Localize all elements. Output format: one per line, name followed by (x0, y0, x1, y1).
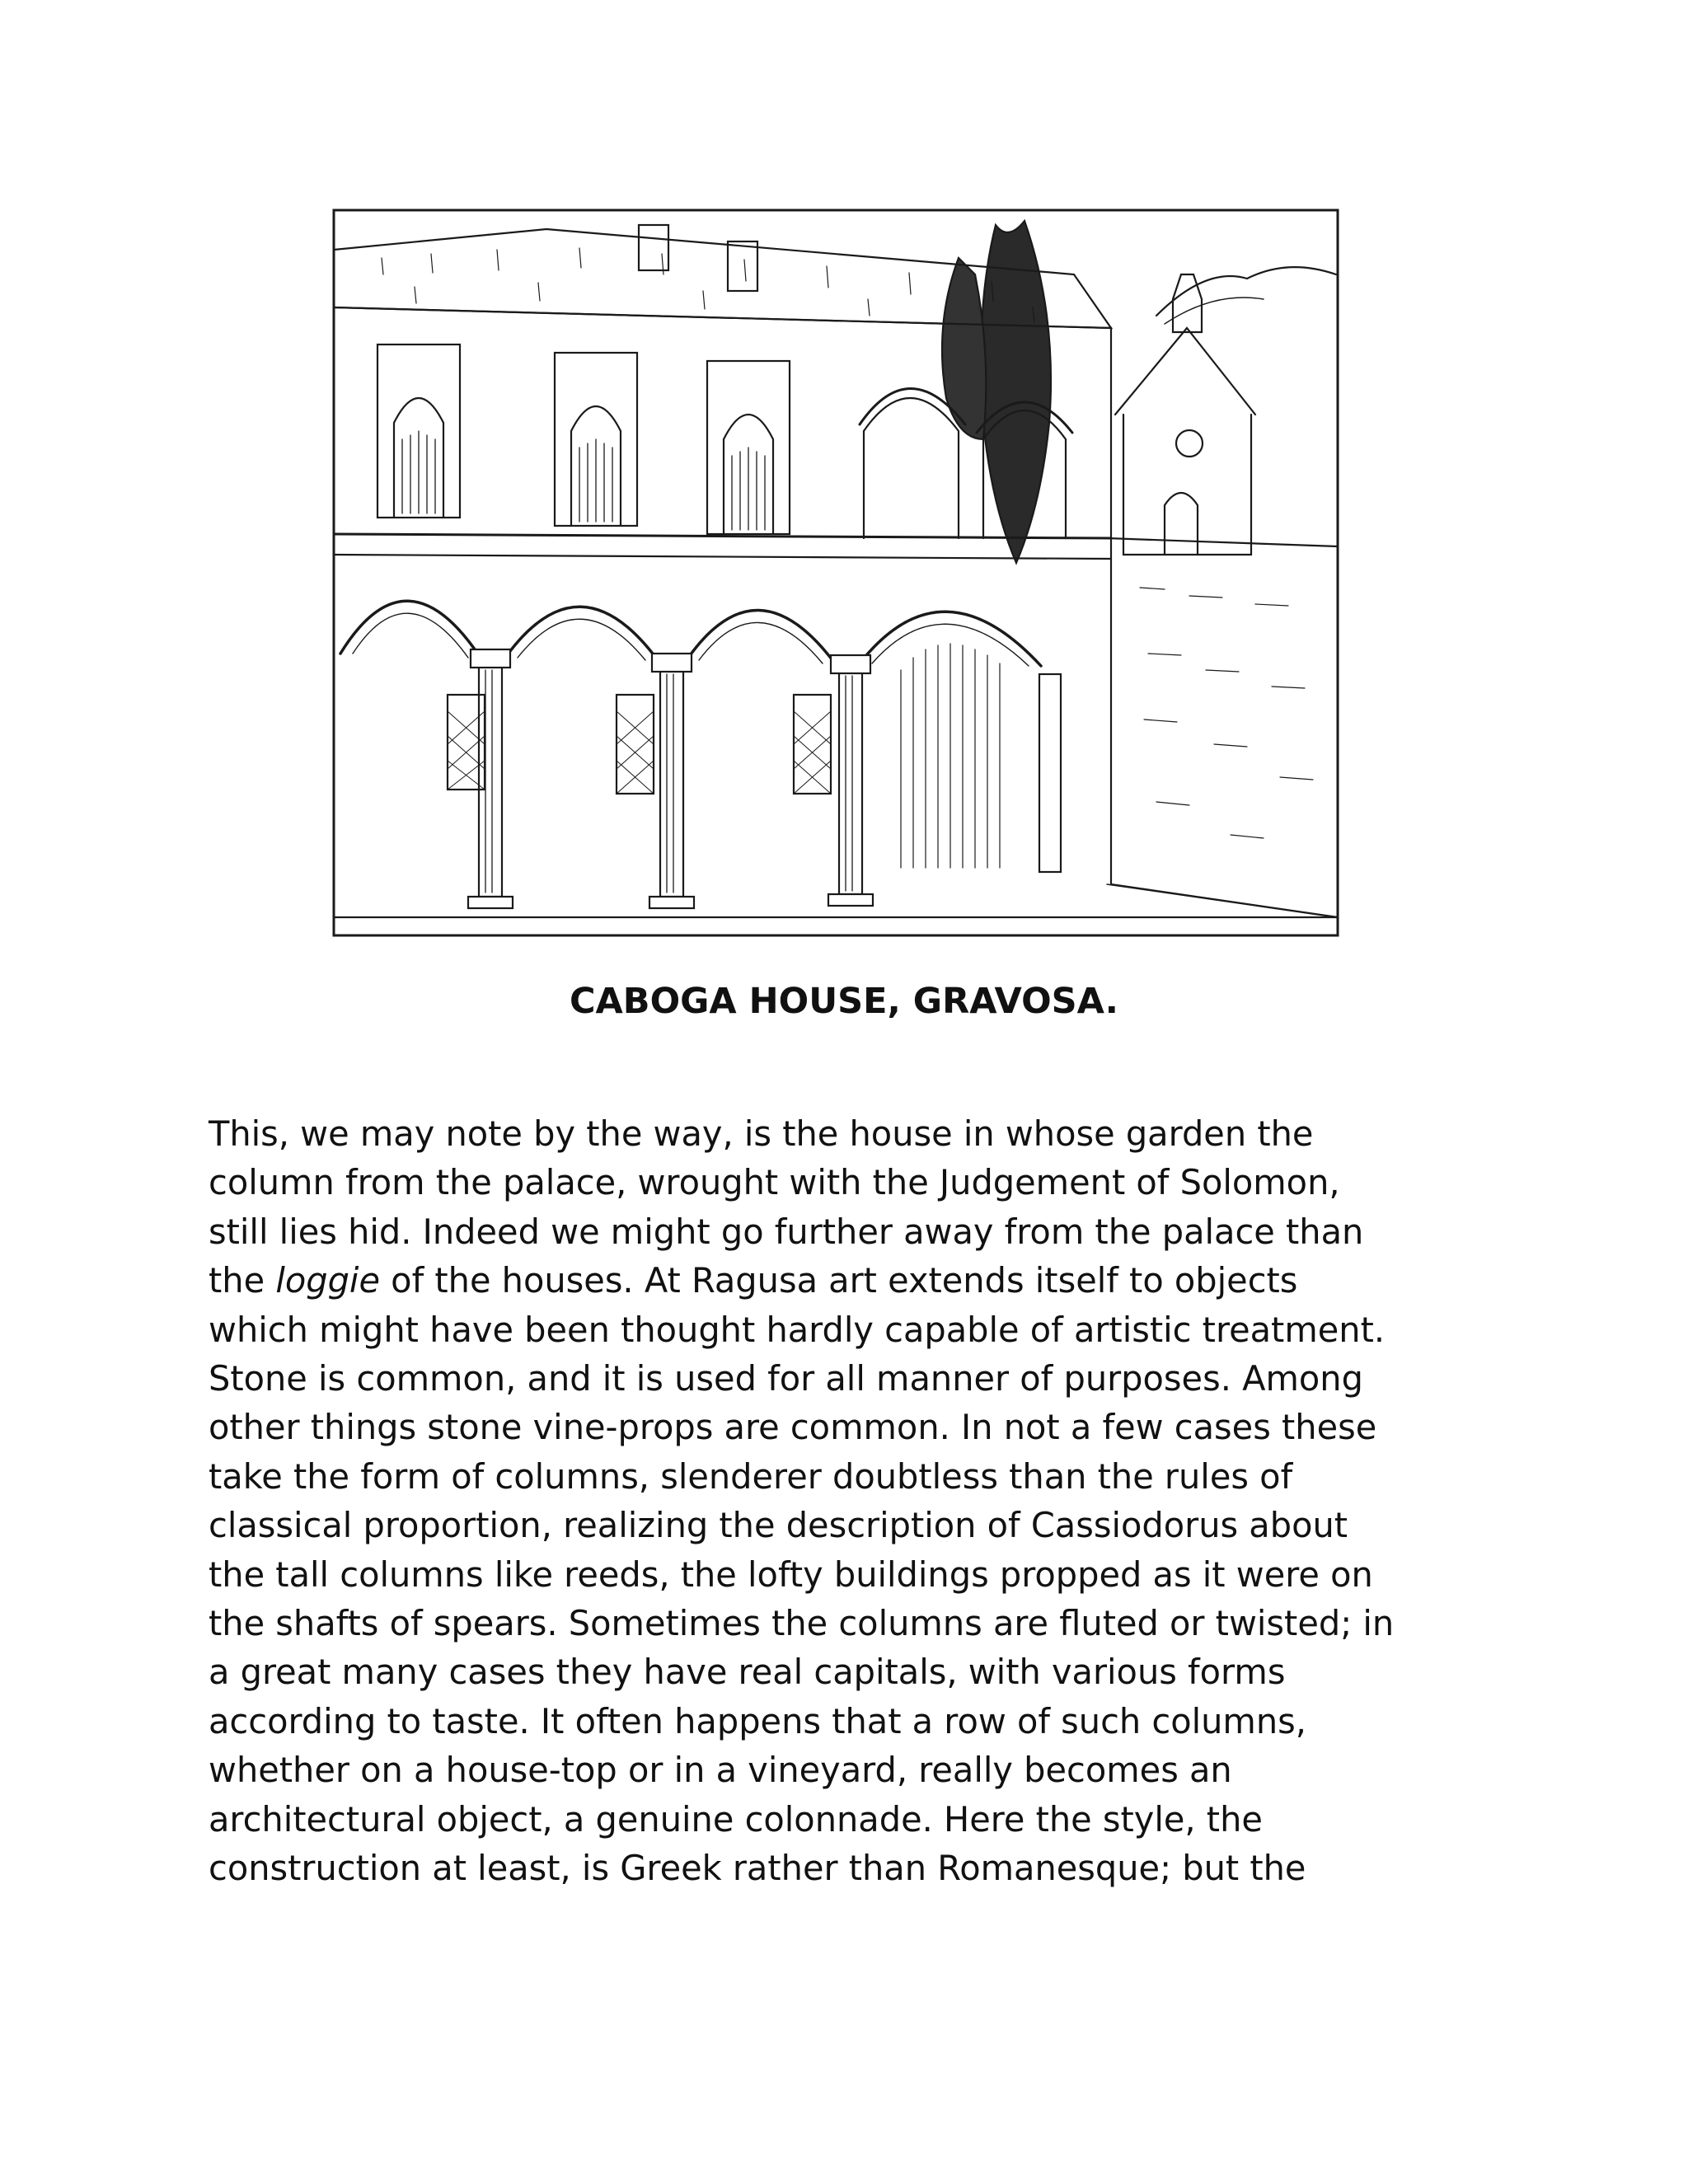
text-line: which might have been thought hardly capable of artistic treatment. (209, 1309, 1386, 1350)
text-line: construction at least, is Greek rather than Romanesque; but the (209, 1848, 1306, 1889)
caboga-house-illustration (332, 209, 1339, 937)
text-line (209, 1256, 1478, 1305)
text-line: the shafts of spears. Sometimes the columns are fluted or twisted; in (209, 1603, 1395, 1644)
text-line: architectural object, a genuine colonnade. Here the style, the (209, 1798, 1263, 1840)
text-segment: of the houses. At Ragusa art extends itself to objects (379, 1260, 1298, 1301)
text-line: still lies hid. Indeed we might go further away from the palace than (209, 1211, 1364, 1252)
italic-term-loggie: loggie (275, 1260, 380, 1301)
text-line: Stone is common, and it is used for all manner of purposes. Among (209, 1358, 1363, 1399)
text-line: whether on a house-top or in a vineyard, really becomes an (209, 1750, 1232, 1791)
text-line: take the form of columns, slenderer doubtless than the rules of (209, 1455, 1293, 1497)
text-line: a great many cases they have real capitals, with various forms (209, 1652, 1286, 1693)
text-line: This, we may note by the way, is the house in whose garden the (209, 1113, 1314, 1154)
text-segment: the (209, 1260, 276, 1301)
body-paragraph (209, 1109, 1478, 1893)
text-line: other things stone vine-props are common. In not a few cases these (209, 1407, 1377, 1448)
figure-caption: CABOGA HOUSE, GRAVOSA. (569, 981, 1119, 1022)
text-line: the tall columns like reeds, the lofty buildings propped as it were on (209, 1554, 1373, 1595)
engraving-drawing (332, 209, 1339, 937)
text-line: according to taste. It often happens that a row of such columns, (209, 1700, 1306, 1741)
text-line: classical proportion, realizing the description of Cassiodorus about (209, 1505, 1348, 1546)
text-line: column from the palace, wrought with the Judgement of Solomon, (209, 1162, 1340, 1203)
